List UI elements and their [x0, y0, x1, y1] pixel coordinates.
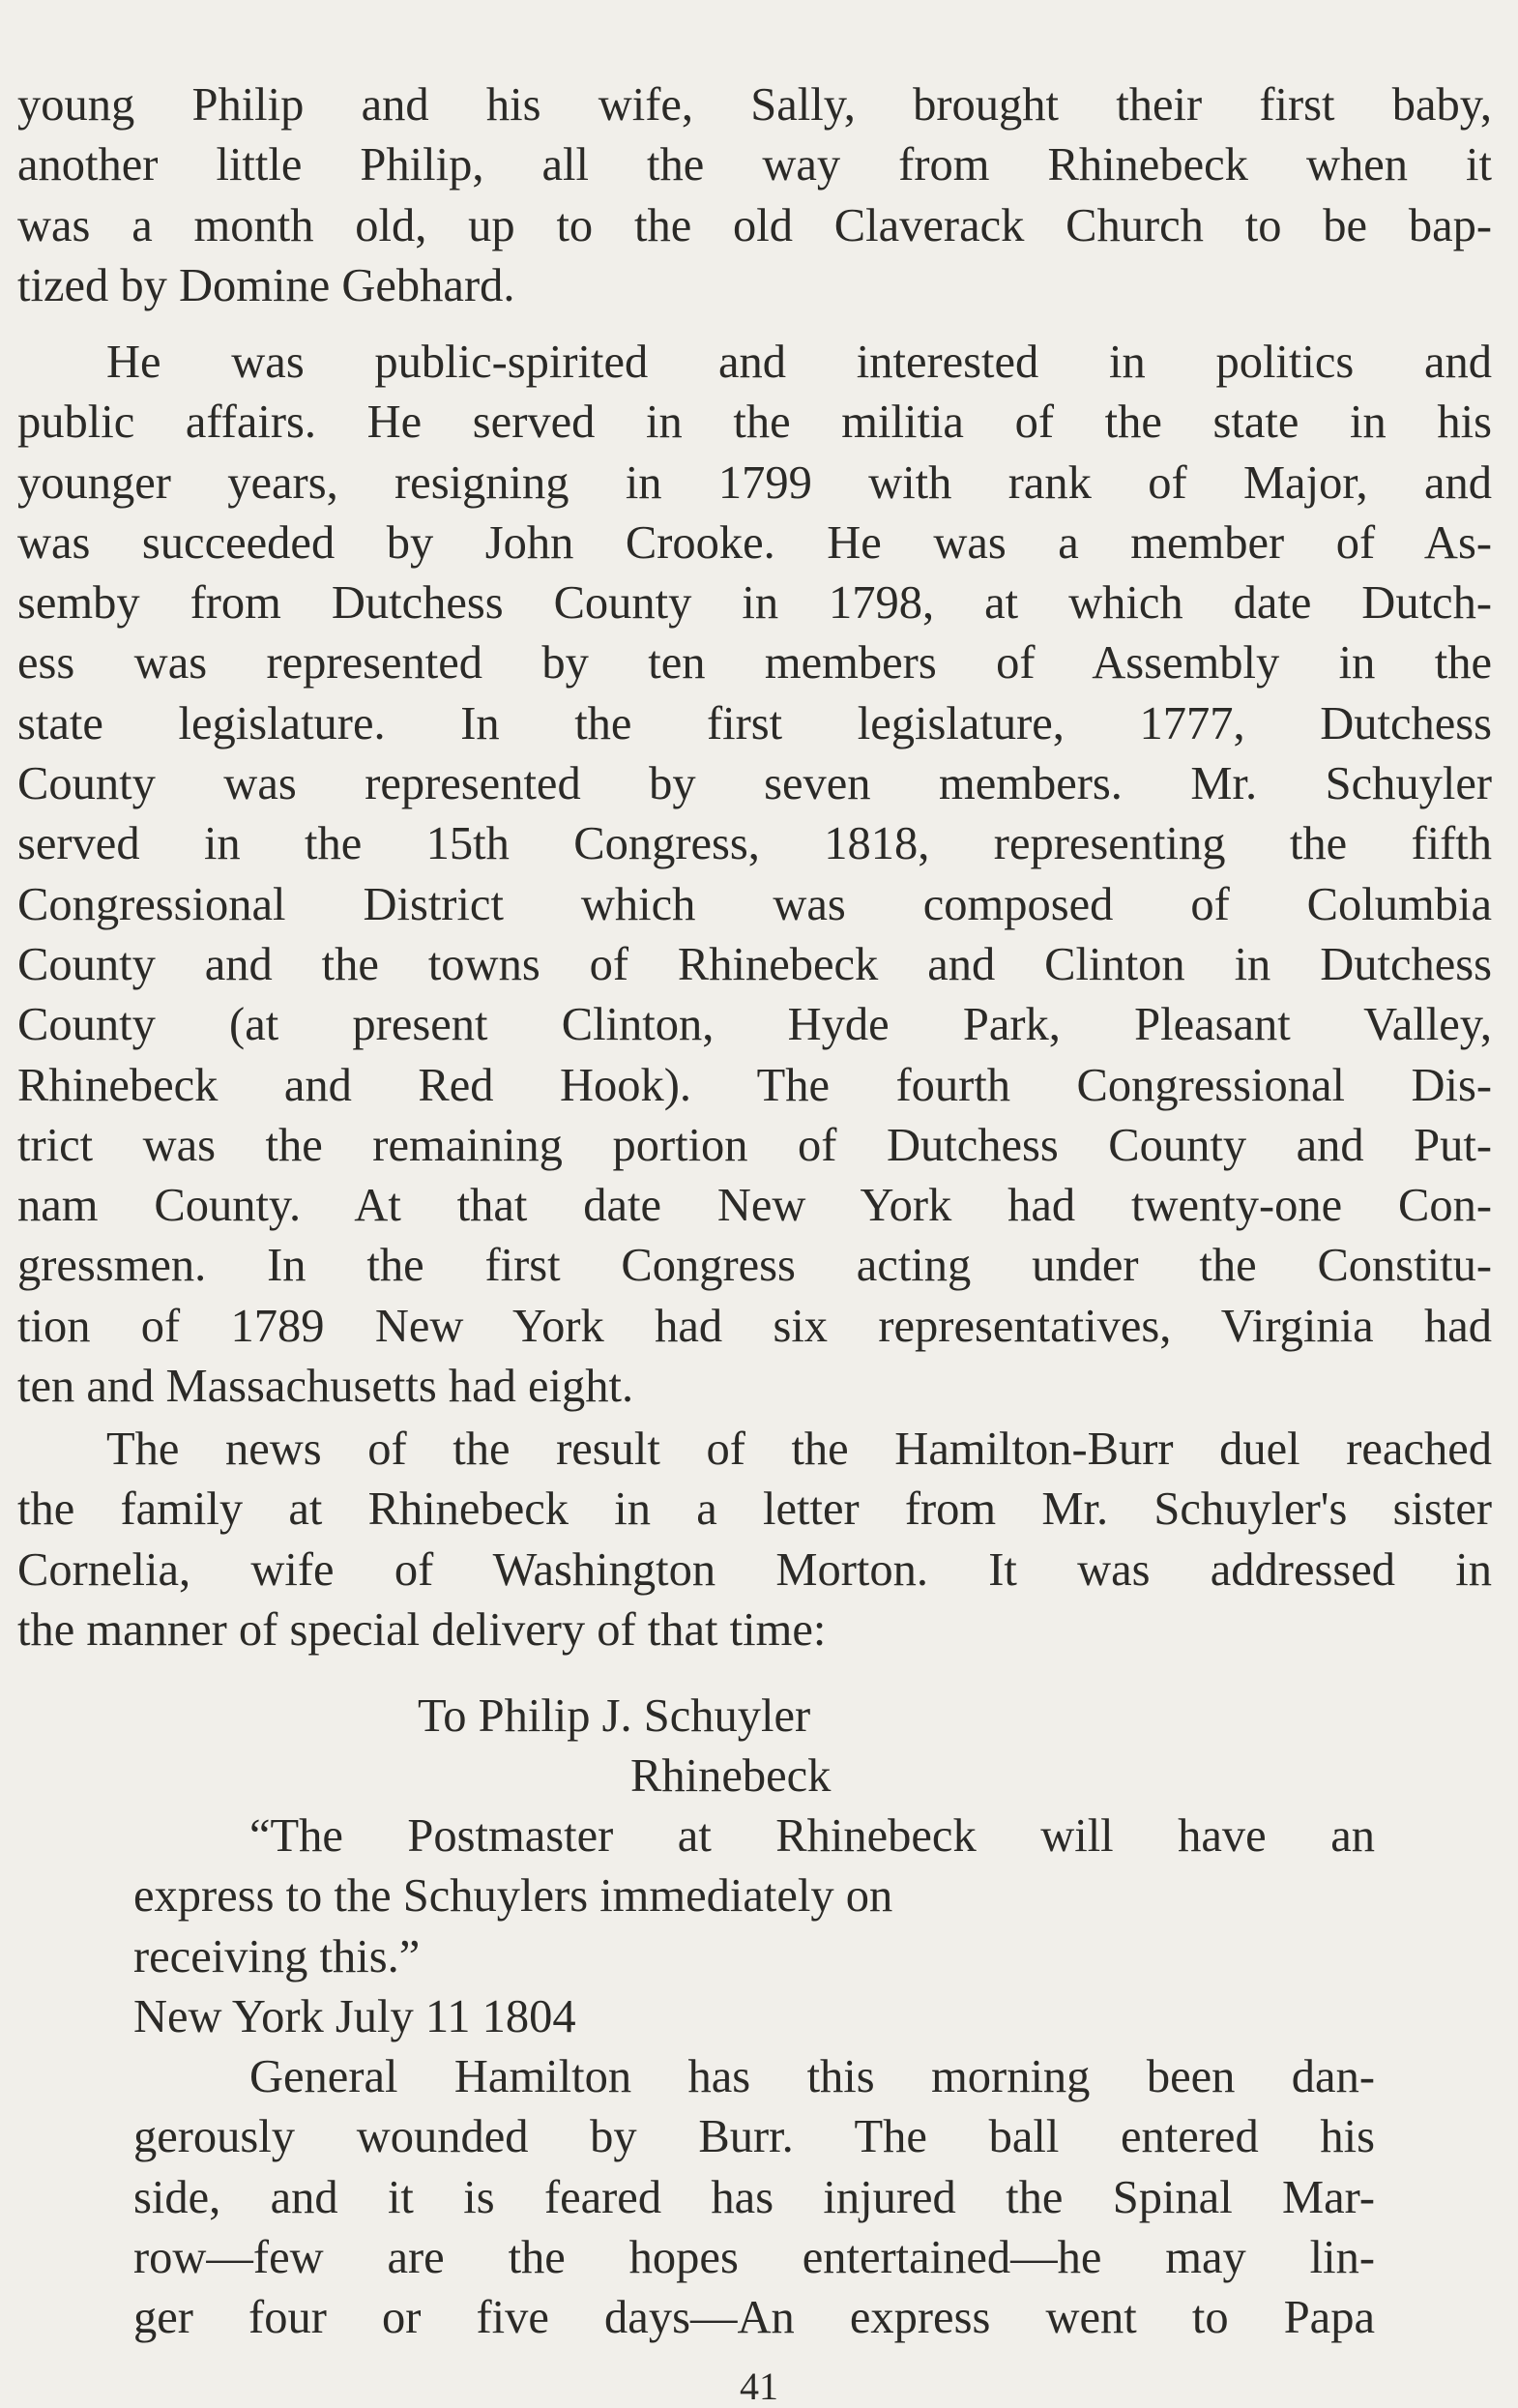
note-line: receiving this.” — [133, 1930, 421, 1982]
paragraph-line: Congressional District which was composed of Columbia — [17, 878, 1492, 930]
page-number: 41 — [740, 2364, 778, 2408]
paragraph-line: County and the towns of Rhinebeck and Clinton in Dutchess — [17, 938, 1492, 990]
paragraph-3 — [17, 1420, 1492, 1660]
paragraph-line: ess was represented by ten members of Assembly in the — [17, 637, 1492, 690]
paragraph-line: was succeeded by John Crooke. He was a member of As- — [17, 516, 1492, 569]
address-line-1: To Philip J. Schuyler — [418, 1690, 811, 1742]
paragraph-line: County (at present Clinton, Hyde Park, Pleasant Valley, — [17, 999, 1492, 1051]
paragraph-line: nam County. At that date New York had twenty-one Con- — [17, 1180, 1492, 1232]
letter-line: General Hamilton has this morning been dan- — [249, 2051, 1375, 2102]
paragraph-line: public affairs. He served in the militia of the state in his — [17, 396, 1492, 449]
paragraph-line: semby from Dutchess County in 1798, at which date Dutch- — [17, 577, 1492, 630]
paragraph-line: ten and Massachusetts had eight. — [17, 1361, 634, 1413]
note-line: “The Postmaster at Rhinebeck will have an — [249, 1810, 1375, 1862]
letter-body — [133, 2047, 1375, 2348]
letter-line: side, and it is feared has injured the Spinal Mar- — [133, 2171, 1375, 2223]
letter-date: New York July 11 1804 — [133, 1991, 576, 2042]
note-line: express to the Schuylers immediately on — [133, 1870, 893, 1923]
paragraph-1 — [17, 75, 1492, 316]
paragraph-line: was a month old, up to the old Claverack Church to be bap- — [17, 199, 1492, 251]
paragraph-line: state legislature. In the first legislature, 1777, Dutchess — [17, 697, 1492, 749]
address-line-2: Rhinebeck — [630, 1750, 832, 1802]
paragraph-line: Rhinebeck and Red Hook). The fourth Congressional Dis- — [17, 1059, 1492, 1111]
postmaster-note — [133, 1806, 1375, 1987]
paragraph-line: gressmen. In the first Congress acting under the Constitu- — [17, 1240, 1492, 1292]
paragraph-line: Cornelia, wife of Washington Morton. It was addressed in — [17, 1543, 1492, 1596]
paragraph-line: the manner of special delivery of that time: — [17, 1603, 827, 1656]
paragraph-2 — [17, 333, 1492, 1417]
paragraph-line: served in the 15th Congress, 1818, representing the fifth — [17, 818, 1492, 870]
paragraph-line: young Philip and his wife, Sally, brought their first baby, — [17, 79, 1492, 131]
paragraph-line: another little Philip, all the way from Rhinebeck when it — [17, 139, 1492, 191]
paragraph-line: The news of the result of the Hamilton-Burr duel reached — [106, 1424, 1492, 1475]
paragraph-line: tized by Domine Gebhard. — [17, 259, 515, 311]
paragraph-line: trict was the remaining portion of Dutchess County and Put- — [17, 1119, 1492, 1171]
paragraph-line: the family at Rhinebeck in a letter from Mr. Schuyler's sister — [17, 1483, 1492, 1536]
paragraph-line: He was public-spirited and interested in politics and — [106, 337, 1492, 388]
paragraph-line: tion of 1789 New York had six representatives, Virginia had — [17, 1300, 1492, 1352]
letter-line: ger four or five days—An express went to Papa — [133, 2292, 1375, 2344]
paragraph-line: younger years, resigning in 1799 with rank of Major, and — [17, 456, 1492, 509]
paragraph-line: County was represented by seven members. Mr. Schuyler — [17, 758, 1492, 810]
letter-line: row—few are the hopes entertained—he may lin- — [133, 2231, 1375, 2283]
letter-line: gerously wounded by Burr. The ball entered his — [133, 2111, 1375, 2163]
